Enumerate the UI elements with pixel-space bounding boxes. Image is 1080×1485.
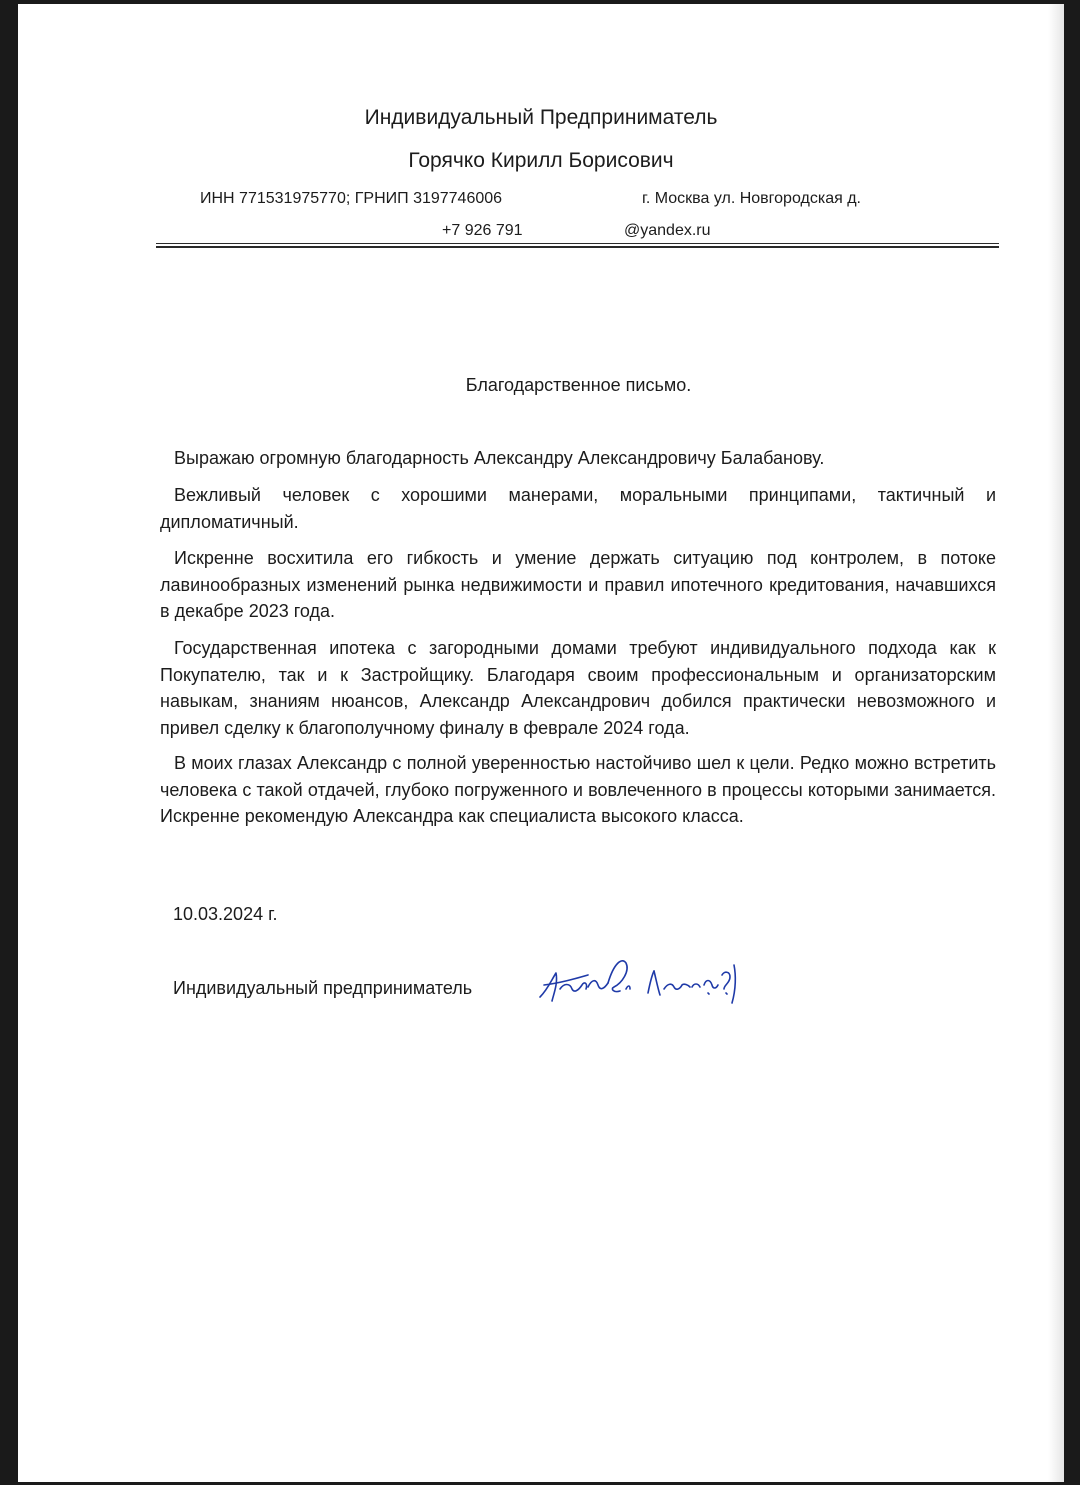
letterhead-ids: ИНН 771531975770; ГРНИП 3197746006 bbox=[200, 190, 503, 207]
paragraph: Вежливый человек с хорошими манерами, моральными принципами, тактичный и дипломатичный. bbox=[160, 485, 996, 532]
paragraph: Искренне восхитила его гибкость и умение держать ситуацию под контролем, в потоке лавинообразных изменений рынка недвижимости и правил ипотечного кредитования, начавшихся в декабре 2023 года. bbox=[160, 548, 996, 621]
document-title: Благодарственное письмо. bbox=[465, 375, 692, 395]
letterhead-phone: +7 926 791 bbox=[442, 222, 523, 239]
redaction-blur bbox=[882, 187, 1002, 211]
paragraph: В моих глазах Александр с полной уверенностью настойчиво шел к цели. Редко можно встретить человека с такой отдачей, глубоко погруженного и вовлеченного в процессы которыми занимается. Искренне рекомендую Александра как специалиста высокого класса. bbox=[160, 753, 996, 826]
paragraph: Выражаю огромную благодарность Александру Александровичу Балабанову. bbox=[174, 448, 825, 468]
letterhead-address: г. Москва ул. Новгородская д. bbox=[642, 190, 861, 207]
redaction-blur bbox=[538, 187, 638, 211]
redaction-blur bbox=[536, 219, 622, 243]
letter-page bbox=[18, 4, 1064, 1482]
handwritten-signature bbox=[530, 949, 750, 1019]
letter-date: 10.03.2024 г. bbox=[173, 904, 278, 924]
letterhead-divider-thick bbox=[156, 246, 999, 248]
letterhead-divider bbox=[156, 243, 999, 244]
letterhead-name: Горячко Кирилл Борисович bbox=[408, 149, 674, 172]
paragraph: Государственная ипотека с загородными домами требуют индивидуального подхода как к Покупателю, так и к Застройщику. Благодаря своим профессиональным и организаторским навыкам, знаниям нюансов, Александр Александрович добился практически невозможного и привел сделку к благополучному финалу в феврале 2024 года. bbox=[160, 638, 996, 738]
letterhead-title: Индивидуальный Предприниматель bbox=[364, 106, 718, 129]
letterhead-email: @yandex.ru bbox=[624, 222, 711, 239]
signatory-role: Индивидуальный предприниматель bbox=[173, 978, 473, 998]
